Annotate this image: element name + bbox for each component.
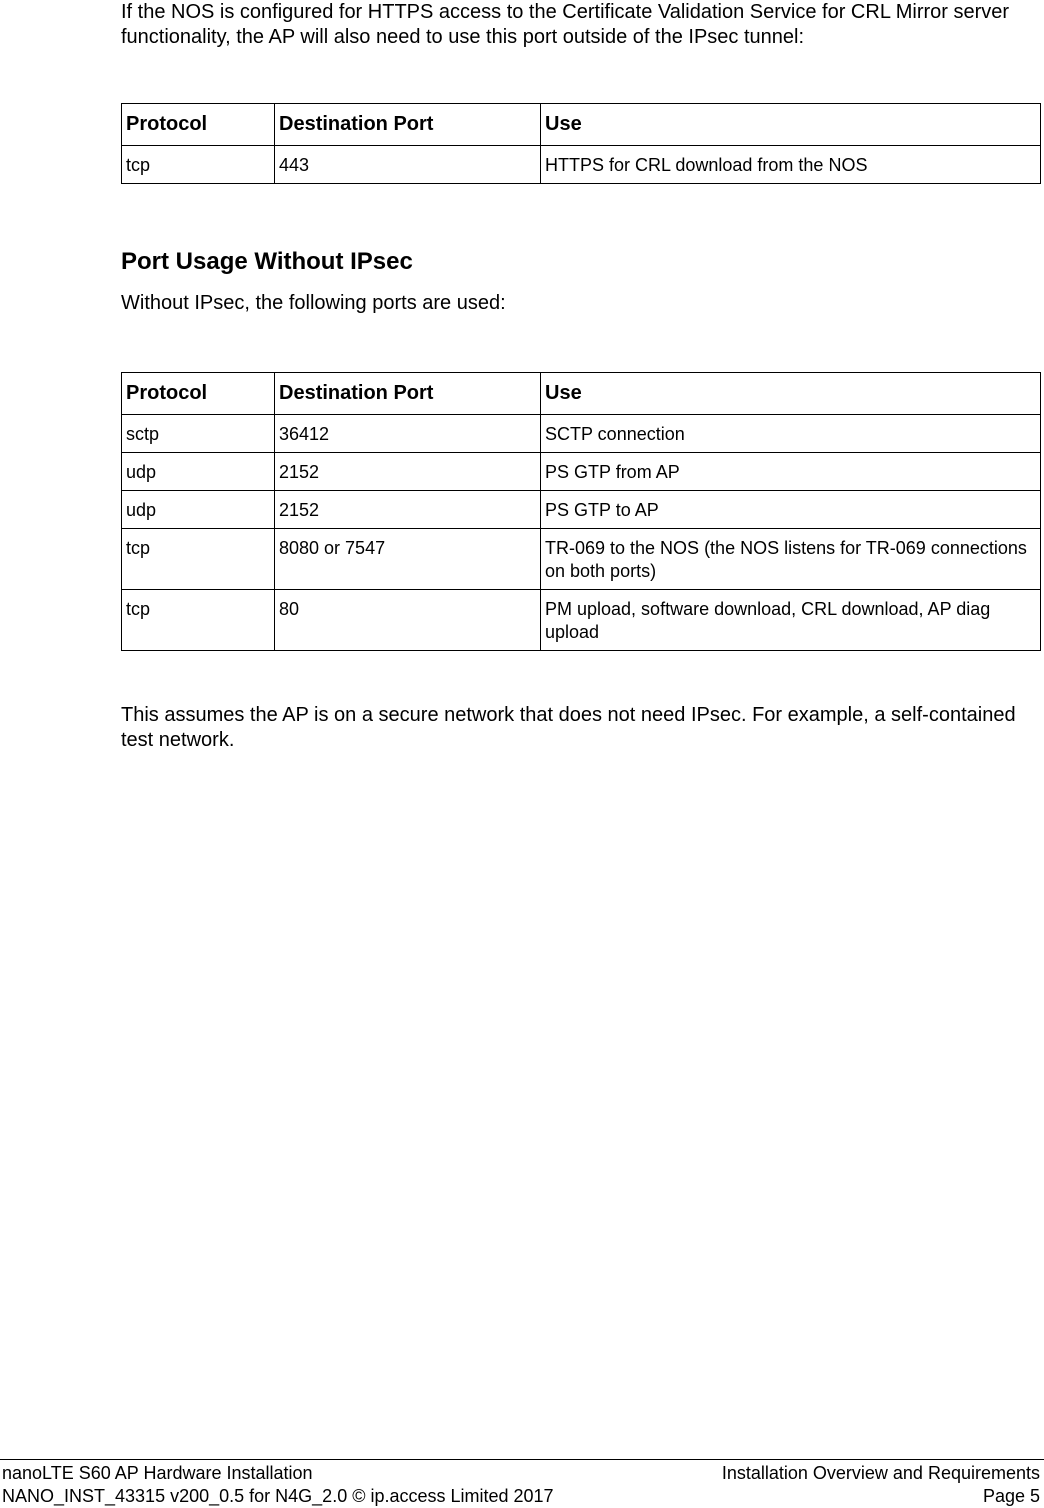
cell-protocol: tcp — [122, 146, 275, 184]
footer-left — [2, 1462, 554, 1508]
section-heading: Port Usage Without IPsec — [121, 248, 413, 275]
cell-destination-port: 2152 — [275, 491, 541, 529]
table-row — [122, 529, 1041, 590]
cell-protocol: udp — [122, 491, 275, 529]
footer-document-id: NANO_INST_43315 v200_0.5 for N4G_2.0 © ip.access Limited 2017 — [2, 1486, 554, 1506]
section-intro: Without IPsec, the following ports are used: — [121, 292, 506, 314]
table-header-row — [122, 104, 1041, 146]
header-protocol: Protocol — [122, 104, 275, 146]
footer-page-number: Page 5 — [982, 1486, 1040, 1506]
table-row — [122, 453, 1041, 491]
cell-destination-port: 8080 or 7547 — [275, 529, 541, 590]
header-use: Use — [541, 373, 1041, 415]
cell-use: HTTPS for CRL download from the NOS — [541, 146, 1041, 184]
table-header-row — [122, 373, 1041, 415]
cell-destination-port: 80 — [275, 590, 541, 651]
cell-use: SCTP connection — [541, 415, 1041, 453]
table-row — [122, 491, 1041, 529]
cell-protocol: udp — [122, 453, 275, 491]
header-use: Use — [541, 104, 1041, 146]
cell-protocol: tcp — [122, 529, 275, 590]
cell-use: TR-069 to the NOS (the NOS listens for TR-069 connections on both ports) — [541, 529, 1041, 590]
header-destination-port: Destination Port — [275, 104, 541, 146]
closing-paragraph: This assumes the AP is on a secure network that does not need IPsec. For example, a self-contained test network. — [121, 704, 1016, 751]
ports-without-ipsec-table — [121, 372, 1041, 651]
cell-destination-port: 36412 — [275, 415, 541, 453]
cell-use: PS GTP from AP — [541, 453, 1041, 491]
table-row — [122, 146, 1041, 184]
table-row — [122, 415, 1041, 453]
table-row — [122, 590, 1041, 651]
footer-right — [722, 1462, 1040, 1508]
cell-protocol: sctp — [122, 415, 275, 453]
https-port-table — [121, 103, 1041, 184]
cell-destination-port: 443 — [275, 146, 541, 184]
footer-document-title: nanoLTE S60 AP Hardware Installation — [2, 1463, 313, 1483]
cell-use: PS GTP to AP — [541, 491, 1041, 529]
intro-paragraph: If the NOS is configured for HTTPS access to the Certificate Validation Service for CRL Mirror server functionality, the AP will also need to use this port outside of the IPsec tunnel: — [121, 1, 1010, 48]
page-footer — [0, 1459, 1044, 1507]
cell-protocol: tcp — [122, 590, 275, 651]
cell-use: PM upload, software download, CRL download, AP diag upload — [541, 590, 1041, 651]
footer-chapter-title: Installation Overview and Requirements — [721, 1463, 1040, 1483]
header-destination-port: Destination Port — [275, 373, 541, 415]
cell-destination-port: 2152 — [275, 453, 541, 491]
header-protocol: Protocol — [122, 373, 275, 415]
